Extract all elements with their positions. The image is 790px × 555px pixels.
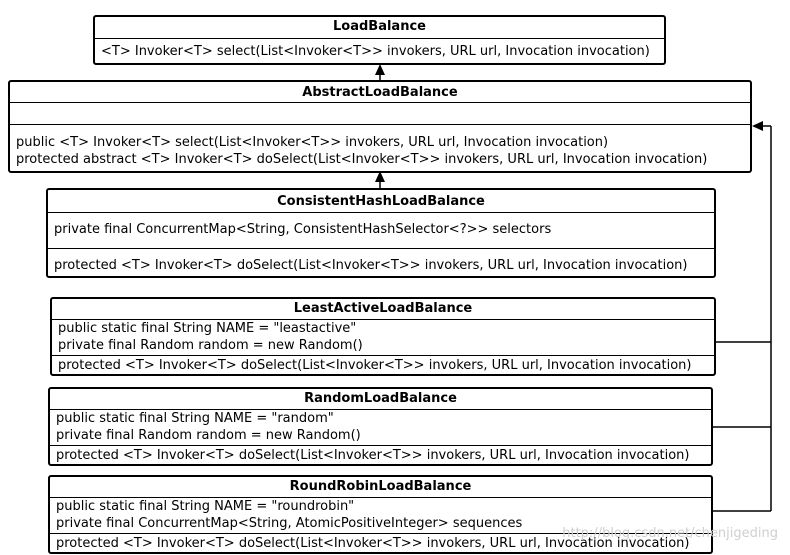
class-random-method-doselect: protected <T> Invoker<T> doSelect(List<Invoker<T>> invokers, URL url, Invocation invocation) bbox=[56, 448, 690, 463]
class-abstractloadbalance-name: AbstractLoadBalance bbox=[302, 85, 458, 100]
arrowhead-loadbalance bbox=[375, 64, 385, 75]
class-abstractloadbalance-method-doselect: protected abstract <T> Invoker<T> doSelect(List<Invoker<T>> invokers, URL url, Invocation invocation) bbox=[16, 152, 708, 167]
class-loadbalance-method-select: <T> Invoker<T> select(List<Invoker<T>> invokers, URL url, Invocation invocation) bbox=[101, 44, 650, 59]
class-roundrobin-field-name: public static final String NAME = "roundrobin" bbox=[56, 499, 355, 514]
class-random-field-random: private final Random random = new Random() bbox=[56, 428, 361, 443]
class-roundrobin-method-doselect: protected <T> Invoker<T> doSelect(List<Invoker<T>> invokers, URL url, Invocation invocation) bbox=[56, 536, 690, 551]
class-leastactive-field-random: private final Random random = new Random() bbox=[58, 338, 363, 353]
class-consistenthashloadbalance bbox=[46, 188, 716, 278]
class-consistenthash-name: ConsistentHashLoadBalance bbox=[277, 194, 485, 209]
class-consistenthash-method-doselect: protected <T> Invoker<T> doSelect(List<Invoker<T>> invokers, URL url, Invocation invocation) bbox=[54, 258, 688, 273]
class-leastactive-method-doselect: protected <T> Invoker<T> doSelect(List<Invoker<T>> invokers, URL url, Invocation invocation) bbox=[58, 358, 692, 373]
class-randomloadbalance bbox=[48, 387, 713, 466]
class-leastactive-name: LeastActiveLoadBalance bbox=[293, 301, 473, 316]
class-consistenthash-field-selectors: private final ConcurrentMap<String, ConsistentHashSelector<?>> selectors bbox=[54, 222, 552, 237]
class-abstractloadbalance-method-select: public <T> Invoker<T> select(List<Invoker<T>> invokers, URL url, Invocation invocation) bbox=[16, 135, 609, 150]
class-roundrobinloadbalance bbox=[48, 475, 713, 554]
watermark: http://blog.csdn.net/chenjigeding bbox=[562, 526, 778, 541]
class-leastactive-field-name: public static final String NAME = "leastactive" bbox=[58, 321, 357, 336]
class-random-name: RandomLoadBalance bbox=[304, 391, 457, 406]
class-loadbalance-name: LoadBalance bbox=[333, 19, 426, 34]
class-roundrobin-field-sequences: private final ConcurrentMap<String, AtomicPositiveInteger> sequences bbox=[56, 516, 523, 531]
class-abstractloadbalance bbox=[8, 80, 752, 173]
class-loadbalance bbox=[93, 15, 666, 65]
class-random-field-name: public static final String NAME = "random" bbox=[56, 411, 334, 426]
arrowhead-abstract-right bbox=[752, 121, 763, 131]
class-roundrobin-name: RoundRobinLoadBalance bbox=[289, 479, 472, 494]
class-leastactiveloadbalance bbox=[50, 297, 716, 376]
